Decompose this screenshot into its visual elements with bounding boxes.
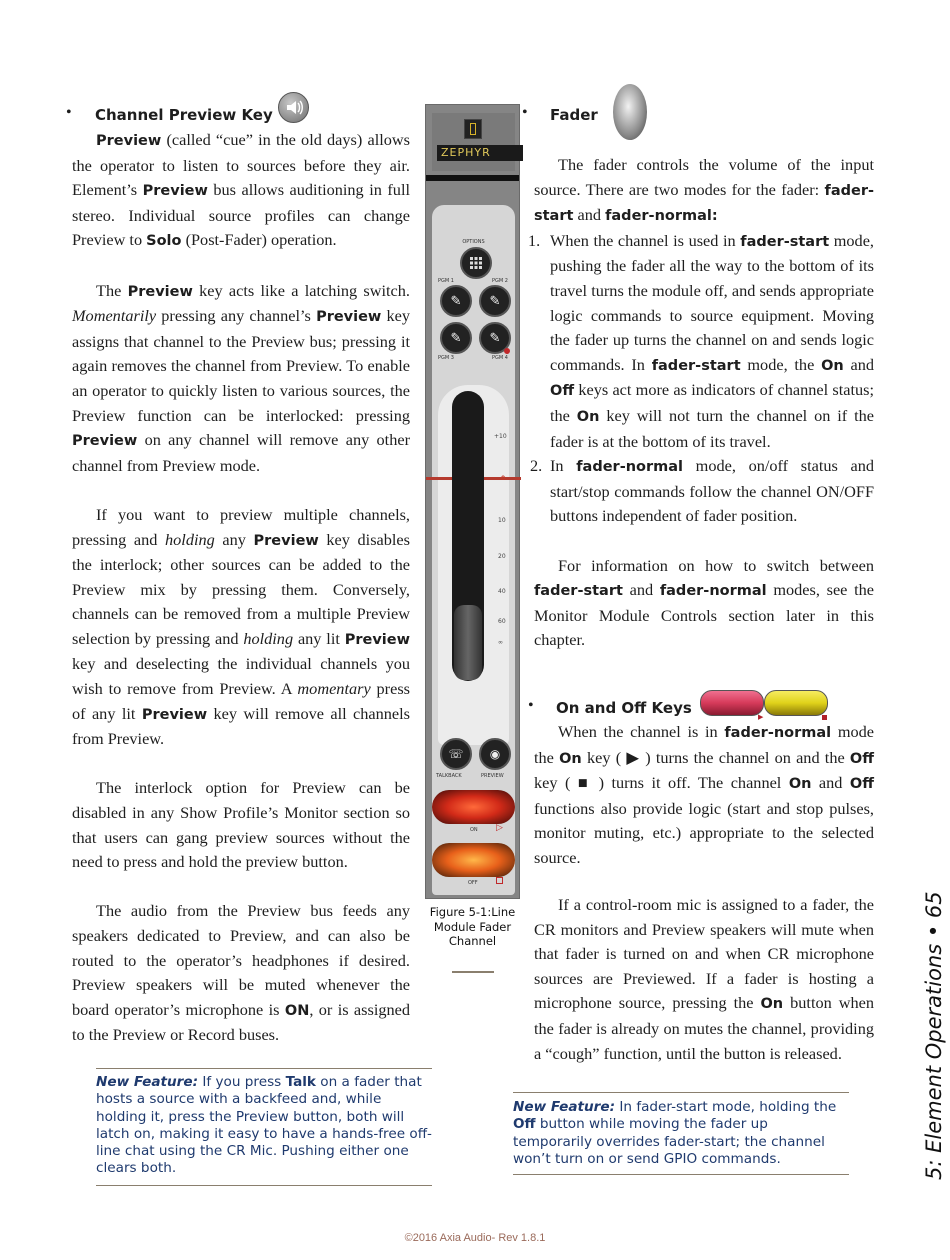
- left-bullet: •: [66, 104, 72, 121]
- pgm4-button[interactable]: ✎: [479, 322, 511, 354]
- pgm1-label: PGM 1: [438, 278, 454, 284]
- cr-mic-paragraph: If a control-room mic is assigned to a fader, the CR monitors and Preview speakers will mute when that fader is turned on and when CR microphone sources are Previewed. If a fader is hosting a microphone source, pressing the On button when the fader is already on mutes the channel, providing a “cough” function, until the button is released.: [534, 895, 875, 1063]
- pgm2-label: PGM 2: [492, 278, 508, 284]
- figure-caption: Figure 5-1:Line Module Fader Channel: [429, 905, 516, 948]
- right-column-text-2: [534, 720, 874, 871]
- on-off-keys-paragraph: When the channel is in fader-normal mode the On key ( ▶ ) turns the channel on and the Off key ( ■ ) turns it off. The channel On and Off functions also provide logic (start and stop pulses, monitor muting, etc.) appropriate to the selected source.: [534, 722, 874, 867]
- switch-modes-paragraph: For information on how to switch between fader-start and fader-normal modes, see the Monitor Module Controls section later in this chapter.: [534, 555, 875, 650]
- on-label: ON: [470, 827, 478, 833]
- fader-knob[interactable]: [454, 605, 482, 680]
- on-key-marker: ▶: [758, 713, 764, 721]
- off-label: OFF: [468, 880, 478, 886]
- fader-start-item: 1. When the channel is used in fader-start mode, pushing the fader all the way to the bottom of its travel turns the module off, and sends appropriate logic commands to source equipment. Moving the fader up turns the channel on and sends logic commands. In fader-start mode, the On and Off keys act more as indicators of channel status; the On key will not turn the channel on if the fader is at the bottom of its travel.: [528, 230, 875, 451]
- channel-display: [432, 113, 515, 171]
- fader-knob-icon: [613, 84, 647, 140]
- on-button[interactable]: [432, 790, 515, 824]
- on-key-icon: [700, 690, 764, 716]
- speaker-icon: [278, 92, 309, 123]
- fader-intro-paragraph: The fader controls the volume of the input source. There are two modes for the fader: fader-start and fader-normal:: [534, 155, 874, 225]
- fader-channel-figure: [425, 104, 520, 899]
- latching-switch-paragraph: The Preview key acts like a latching switch. Momentarily pressing any channel’s Preview key assigns that channel to the Preview bus; pressing it again removes the channel from Preview. To enable an operator to quickly listen to various sources, the Preview function can be interlocked: pressing Preview on any channel will remove any other channel from Preview mode.: [72, 280, 411, 475]
- brand-label: ZEPHYR: [437, 145, 523, 161]
- preview-bus-audio-paragraph: The audio from the Preview bus feeds any speakers dedicated to Preview, and can also be routed to the operator’s headphones if desired. Preview speakers will be muted whenever the board operator’s microphone is ON, or is assigned to the Preview or Record buses.: [72, 901, 411, 1045]
- footer-copyright: ©2016 Axia Audio- Rev 1.8.1: [404, 1232, 546, 1244]
- pgm4-indicator-dot: [504, 348, 510, 354]
- strip-panel: OPTIONS PGM 1 PGM 2 ✎ ✎ ✎ ✎ PGM 3 PGM 4 +10 0 10 20 40 60 ∞ ☏ ◉ TALKBACK PREVIEW ON ▷ OFF: [432, 205, 515, 895]
- talkback-label: TALKBACK: [436, 773, 462, 779]
- off-key-icon: [764, 690, 828, 716]
- fader-heading: Fader: [550, 106, 598, 124]
- fader-mode-list: [528, 229, 875, 529]
- interlock-option-paragraph: The interlock option for Preview can be disabled in any Show Profile’s Monitor section so that users can gang preview sources without the need to press and hold the preview button.: [72, 778, 410, 872]
- right-column-text: [528, 153, 875, 653]
- options-button[interactable]: [460, 247, 492, 279]
- on-off-keys-heading: On and Off Keys: [556, 699, 692, 717]
- display-digit: [464, 119, 482, 139]
- channel-preview-heading: Channel Preview Key: [95, 106, 273, 124]
- preview-intro-paragraph: Preview (called “cue” in the old days) allows the operator to listen to sources before they air. Element’s Preview bus allows auditioning in full stereo. Individual source profiles can change Preview to Solo (Post-Fader) operation.: [72, 130, 410, 250]
- preview-button[interactable]: ◉: [479, 738, 511, 770]
- preview-label: PREVIEW: [481, 773, 504, 779]
- pgm3-label: PGM 3: [438, 355, 454, 361]
- pgm2-button[interactable]: ✎: [479, 285, 511, 317]
- fader-normal-item: 2. In fader-normal mode, on/off status and start/stop commands follow the channel ON/OFF buttons independent of fader position.: [530, 456, 874, 526]
- options-label: OPTIONS: [462, 239, 485, 245]
- strip-divider: [426, 175, 519, 181]
- pgm3-button[interactable]: ✎: [440, 322, 472, 354]
- right-new-feature-note: New Feature: In fader-start mode, holding the Off button while moving the fader up temporarily overrides fader-start; the channel won’t turn on or send GPIO commands.: [513, 1092, 849, 1175]
- pgm1-button[interactable]: ✎: [440, 285, 472, 317]
- talkback-button[interactable]: ☏: [440, 738, 472, 770]
- off-button[interactable]: [432, 843, 515, 877]
- chapter-page-title: 5: Element Operations • 65: [922, 891, 946, 1180]
- pgm4-label: PGM 4: [492, 355, 508, 361]
- off-stop-icon: [496, 877, 503, 884]
- on-play-icon: ▷: [496, 822, 503, 832]
- left-column-text: [72, 128, 410, 1048]
- multiple-preview-paragraph: If you want to preview multiple channels, pressing and holding any Preview key disables the interlock; other sources can be added to the Preview mix by pressing them. Conversely, channels can be removed from a multiple Preview selection by pressing and holding any lit Preview key and deselecting the individual channels you wish to remove from Preview. A momentary press of any lit Preview key will remove all channels from Preview.: [72, 504, 410, 749]
- right-bullet-2: •: [528, 697, 534, 714]
- right-bullet: •: [522, 104, 528, 121]
- left-new-feature-note: New Feature: If you press Talk on a fader that hosts a source with a backfeed and, while holding it, press the Preview button, both will latch on, making it easy to have a hands-free off-line chat using the CR Mic. Pushing either one clears both.: [96, 1068, 432, 1186]
